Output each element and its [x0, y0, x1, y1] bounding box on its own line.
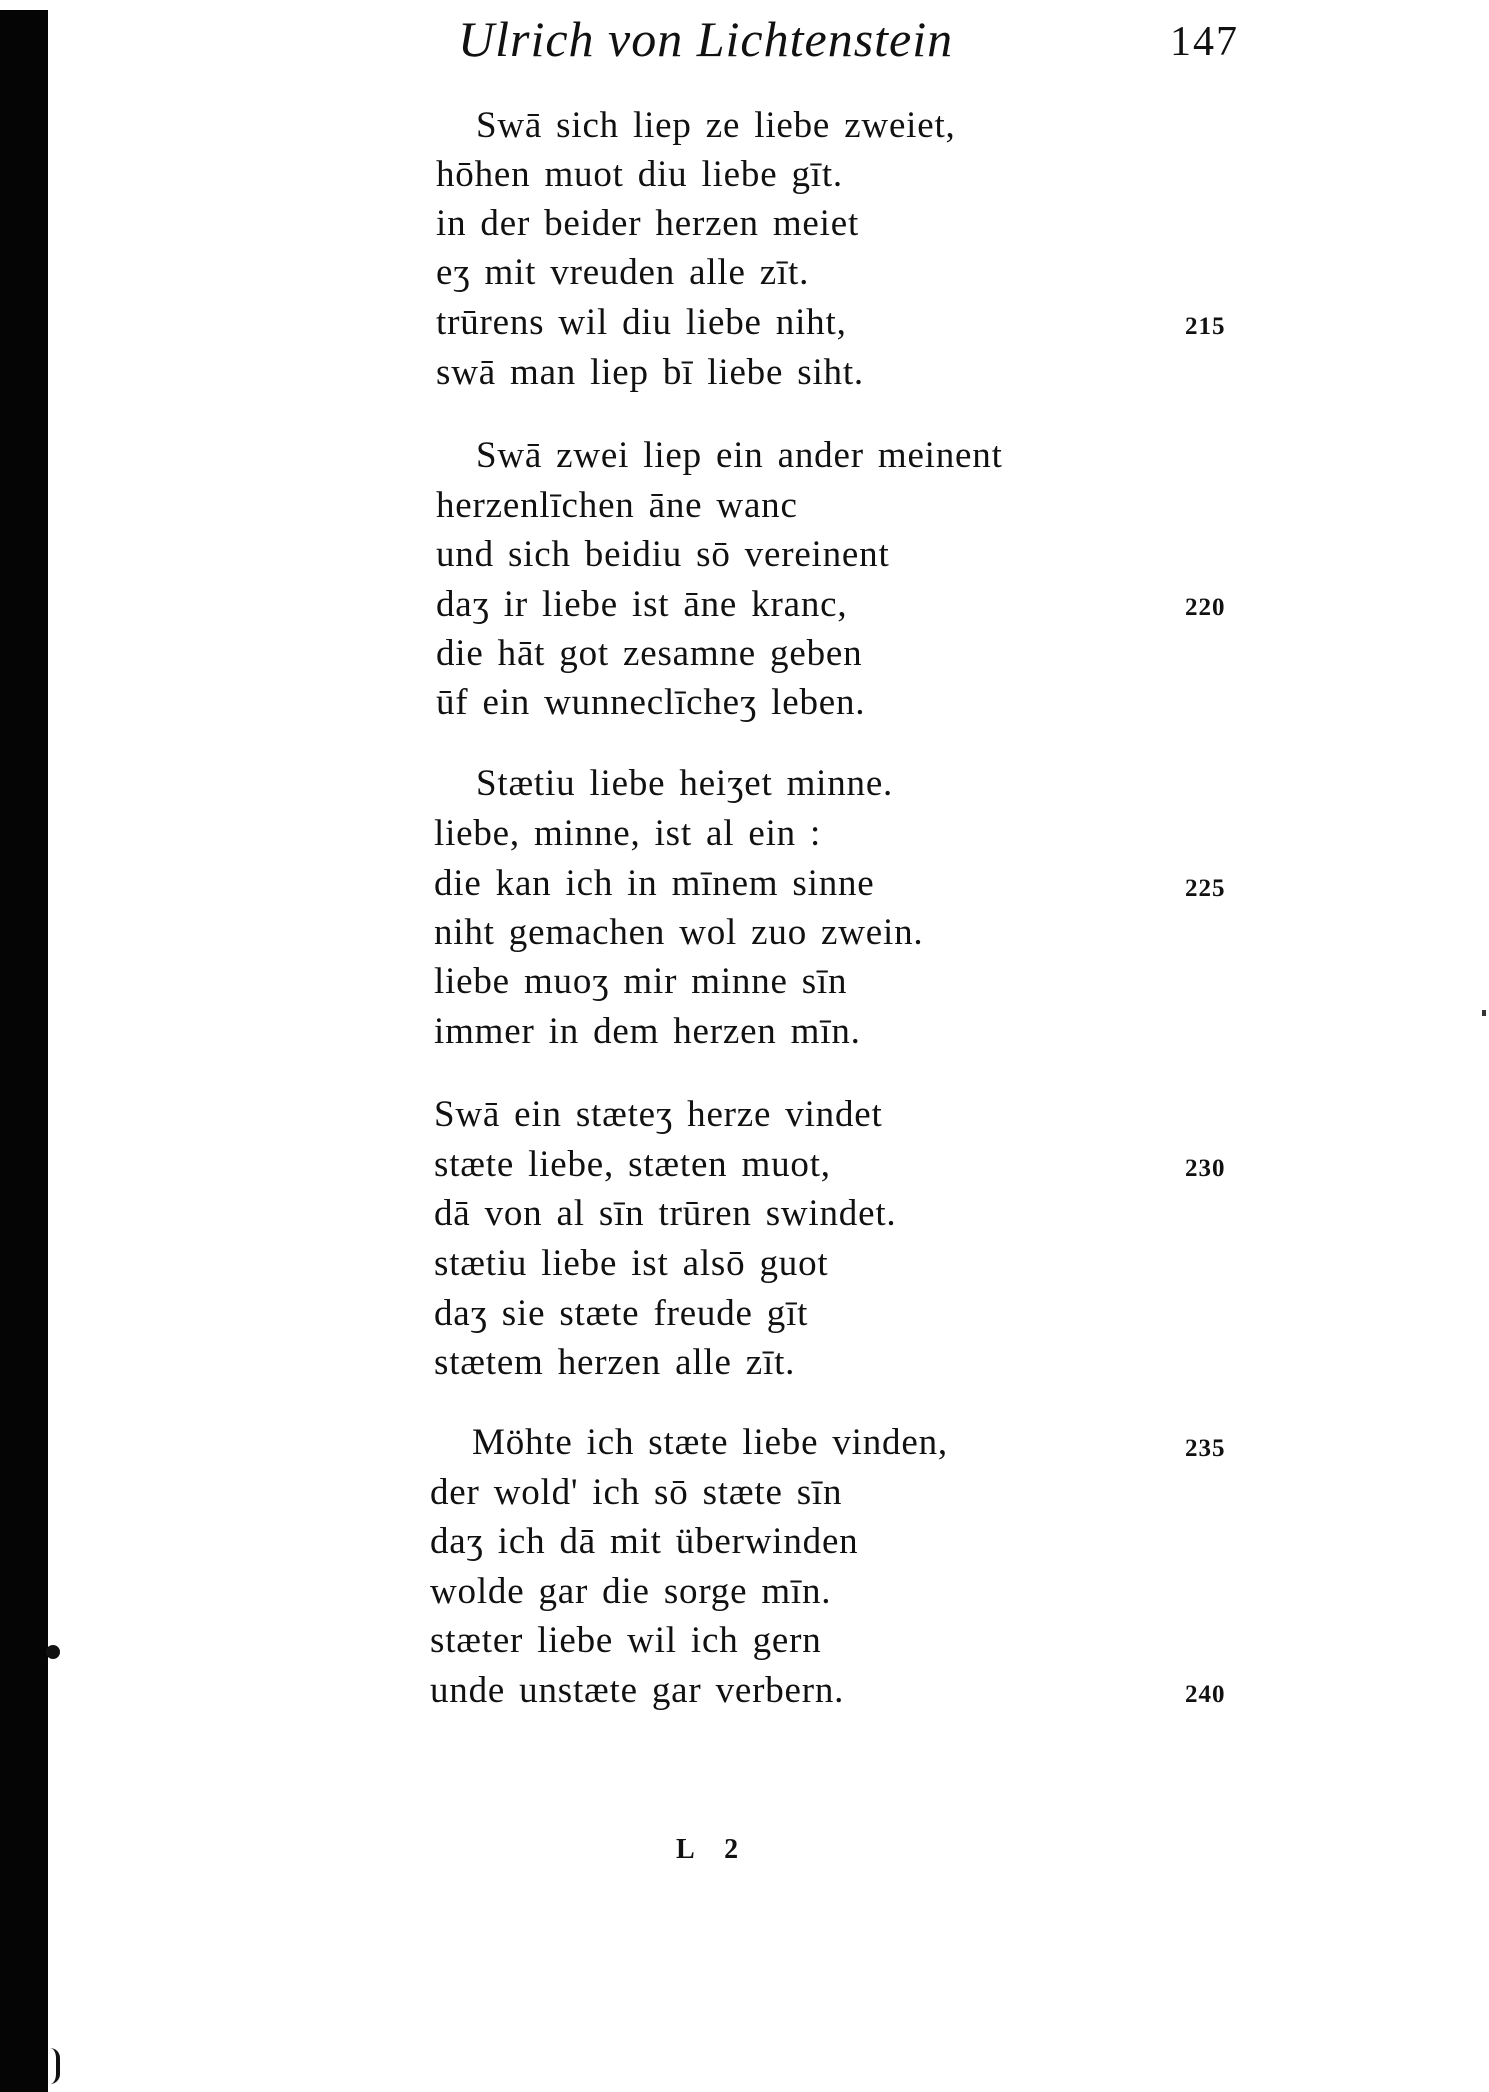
- poem-line: der wold' ich sō stæte sīn: [430, 1472, 843, 1513]
- signature-mark: L 2: [676, 1834, 751, 1865]
- line-number: 220: [1185, 594, 1226, 621]
- poem-line: die hāt got zesamne geben: [436, 633, 863, 674]
- running-title: Ulrich von Lichtenstein: [458, 11, 954, 67]
- poem-line: niht gemachen wol zuo zwein.: [434, 912, 924, 953]
- poem-line: eʒ mit vreuden alle zīt.: [436, 252, 810, 293]
- poem-line: hōhen muot diu liebe gīt.: [436, 154, 843, 195]
- line-number: 240: [1185, 1681, 1226, 1708]
- poem-line: Swā ein stæteʒ herze vindet: [434, 1094, 883, 1135]
- line-number: 215: [1185, 313, 1226, 340]
- poem-line: trūrens wil diu liebe niht,: [436, 302, 847, 343]
- page-number: 147: [1170, 19, 1239, 65]
- scan-artifact-mark: [1482, 1010, 1486, 1016]
- poem-line: liebe muoʒ mir minne sīn: [434, 961, 848, 1002]
- poem-line: ūf ein wunneclīcheʒ leben.: [436, 682, 866, 723]
- poem-line: liebe, minne, ist al ein :: [434, 813, 822, 854]
- poem-line: unde unstæte gar verbern.: [430, 1670, 845, 1711]
- poem-line: stætem herzen alle zīt.: [434, 1342, 796, 1383]
- poem-line: herzenlīchen āne wanc: [436, 485, 798, 526]
- poem-line: Möhte ich stæte liebe vinden,: [472, 1422, 948, 1463]
- poem-line: stætiu liebe ist alsō guot: [434, 1243, 829, 1284]
- poem-line: wolde gar die sorge mīn.: [430, 1571, 832, 1612]
- scan-artifact-bracket: [48, 2048, 60, 2084]
- poem-line: und sich beidiu sō vereinent: [436, 534, 890, 575]
- poem-line: immer in dem herzen mīn.: [434, 1011, 861, 1052]
- poem-line: Swā zwei liep ein ander meinent: [476, 435, 1003, 476]
- line-number: 235: [1185, 1435, 1226, 1462]
- poem-line: stæte liebe, stæten muot,: [434, 1144, 831, 1185]
- line-number: 225: [1185, 875, 1226, 902]
- poem-line: stæter liebe wil ich gern: [430, 1620, 822, 1661]
- poem-line: daʒ ir liebe ist āne kranc,: [436, 584, 848, 625]
- poem-line: swā man liep bī liebe siht.: [436, 352, 864, 393]
- scan-artifact-dot: [46, 1645, 60, 1659]
- poem-line: dā von al sīn trūren swindet.: [434, 1193, 897, 1234]
- poem-line: daʒ ich dā mit überwinden: [430, 1521, 859, 1562]
- poem-line: daʒ sie stæte freude gīt: [434, 1293, 809, 1334]
- poem-line: Stætiu liebe heiʒet minne.: [476, 763, 894, 804]
- line-number: 230: [1185, 1155, 1226, 1182]
- poem-line: die kan ich in mīnem sinne: [434, 863, 875, 904]
- poem-line: in der beider herzen meiet: [436, 203, 860, 244]
- scan-left-edge: [0, 10, 48, 2092]
- poem-line: Swā sich liep ze liebe zweiet,: [476, 105, 956, 146]
